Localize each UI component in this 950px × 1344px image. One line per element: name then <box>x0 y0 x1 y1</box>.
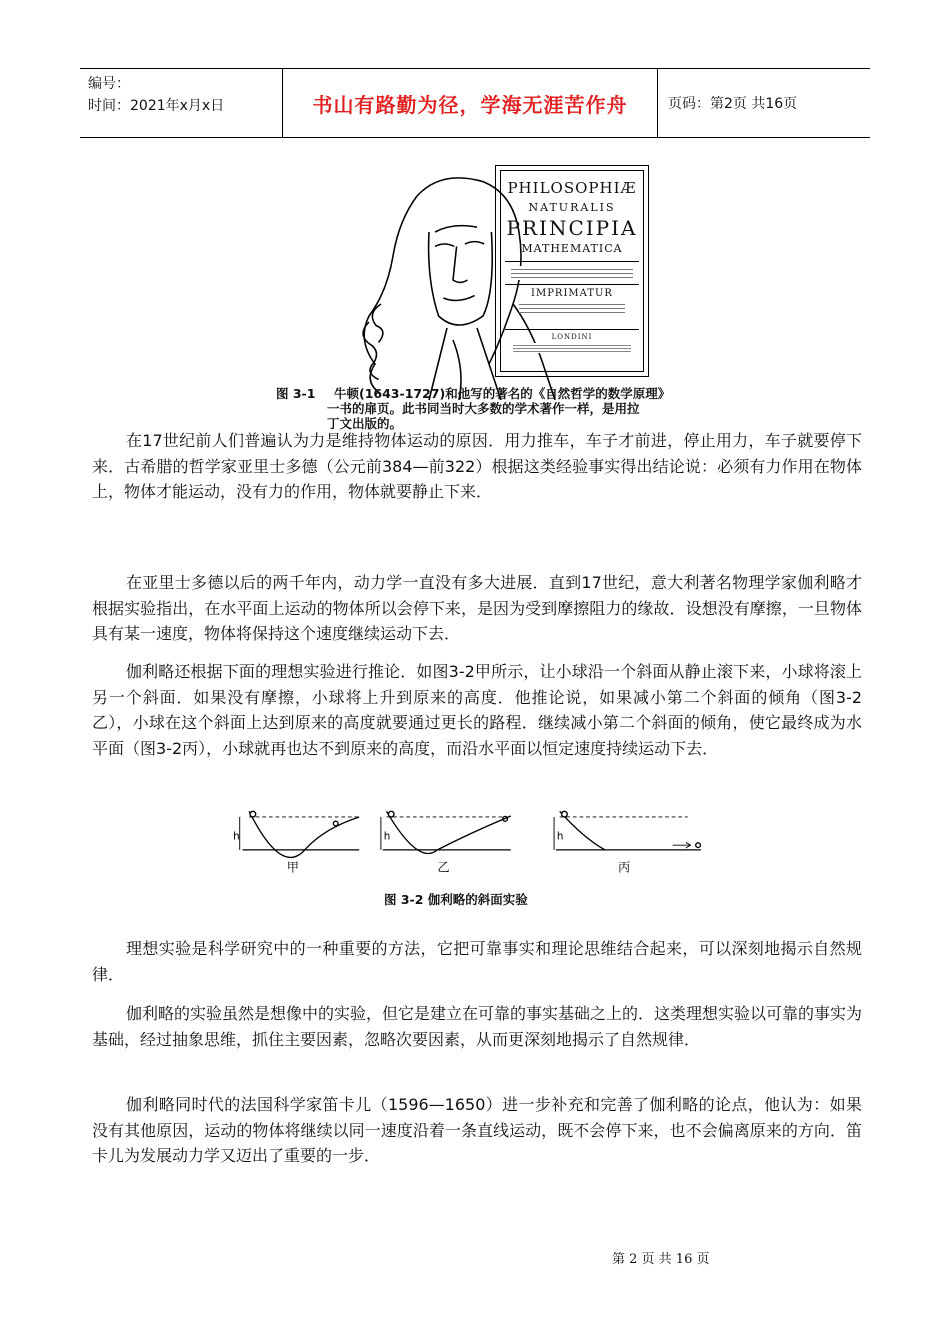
principia-author-block <box>511 266 633 280</box>
height-label-2: h <box>383 830 391 843</box>
principia-rule <box>505 261 639 262</box>
caption-line-3: 丁文出版的。 <box>327 416 403 431</box>
caption-line-2: 一书的扉页。此书同当时大多数的学术著作一样，是用拉 <box>327 401 640 416</box>
principia-title-page <box>495 165 649 377</box>
panel-label-jia: 甲 <box>286 860 299 875</box>
principia-rule-3 <box>505 329 639 330</box>
motto: 书山有路勤为径，学海无涯苦作舟 <box>283 69 658 137</box>
date-label: 时间：2021年x月x日 <box>88 98 225 114</box>
panel-label-yi: 乙 <box>437 860 450 875</box>
principia-line-5: IMPRIMATUR <box>531 288 613 299</box>
height-label-3: h <box>556 830 564 843</box>
principia-frame <box>500 170 644 372</box>
principia-line-2: NATURALIS <box>528 201 616 214</box>
figure-3-1-caption <box>276 386 696 431</box>
page-header <box>80 68 870 138</box>
principia-line-4: MATHEMATICA <box>521 242 623 255</box>
principia-licence-block <box>519 301 625 313</box>
height-label-1: h <box>233 830 240 843</box>
paragraph-5: 伽利略的实验虽然是想像中的实验，但它是建立在可靠的事实基础之上的．这类理想实验以可靠的事实为基础，经过抽象思维，抓住主要因素，忽略次要因素，从而更深刻地揭示了自然规律． <box>92 1004 863 1049</box>
paragraph-1: 在17世纪前人们普遍认为力是维持物体运动的原因．用力推车，车子才前进，停止用力，车子就要停下来．古希腊的哲学家亚里士多德（公元前384—前322）根据这类经验事实得出结论说：必须有力作用在物体上，物体才能运动，没有力的作用，物体就要静止下来． <box>92 431 862 501</box>
page-footer: 第 2 页 共 16 页 <box>612 1252 710 1267</box>
number-label: 编号： <box>88 76 130 92</box>
caption-label: 图 3-1 <box>276 386 316 401</box>
principia-line-3: PRINCIPIA <box>506 216 638 240</box>
paragraph-6: 伽利略同时代的法国科学家笛卡儿（1596—1650）进一步补充和完善了伽利略的论点，他认为：如果没有其他原因，运动的物体将继续以同一速度沿着一条直线运动，既不会停下来，也不会偏离原来的方向．笛卡儿为发展动力学又迈出了重要的一步． <box>92 1095 862 1165</box>
paragraph-2: 在亚里士多德以后的两千年内，动力学一直没有多大进展．直到17世纪，意大利著名物理学家伽利略才根据实验指出，在水平面上运动的物体所以会停下来，是因为受到摩擦阻力的缘故．设想没有摩擦，一旦物体具有某一速度，物体将保持这个速度继续运动下去． <box>92 573 862 643</box>
paragraph-4: 理想实验是科学研究中的一种重要的方法，它把可靠事实和理论思维结合起来，可以深刻地揭示自然规律． <box>92 939 862 984</box>
page-label: 页码：第2页 共16页 <box>668 96 798 112</box>
incline-experiment-diagram <box>215 800 735 880</box>
principia-line-6: LONDINI <box>551 333 593 341</box>
paragraph-3: 伽利略还根据下面的理想实验进行推论．如图3-2甲所示，让小球沿一个斜面从静止滚下来，小球将滚上另一个斜面．如果没有摩擦，小球将上升到原来的高度．他推论说，如果减小第二个斜面的倾角（图3-2乙），小球在这个斜面上达到原来的高度就要通过更长的路程．继续减小第二个斜面的倾角，使它最终成为水平面（图3-2丙），小球就再也达不到原来的高度，而沿水平面以恒定速度持续运动下去． <box>92 662 862 758</box>
principia-line-1: PHILOSOPHIÆ <box>507 179 637 197</box>
principia-imprint-block <box>513 343 631 353</box>
panel-label-bing: 丙 <box>618 860 631 875</box>
caption-line-1: 牛顿(1643-1727)和他写的著名的《自然哲学的数学原理》 <box>334 386 671 401</box>
principia-rule-2 <box>505 284 639 285</box>
header-left-cell <box>80 69 283 137</box>
figure-3-2-caption: 图 3-2 伽利略的斜面实验 <box>384 892 528 907</box>
